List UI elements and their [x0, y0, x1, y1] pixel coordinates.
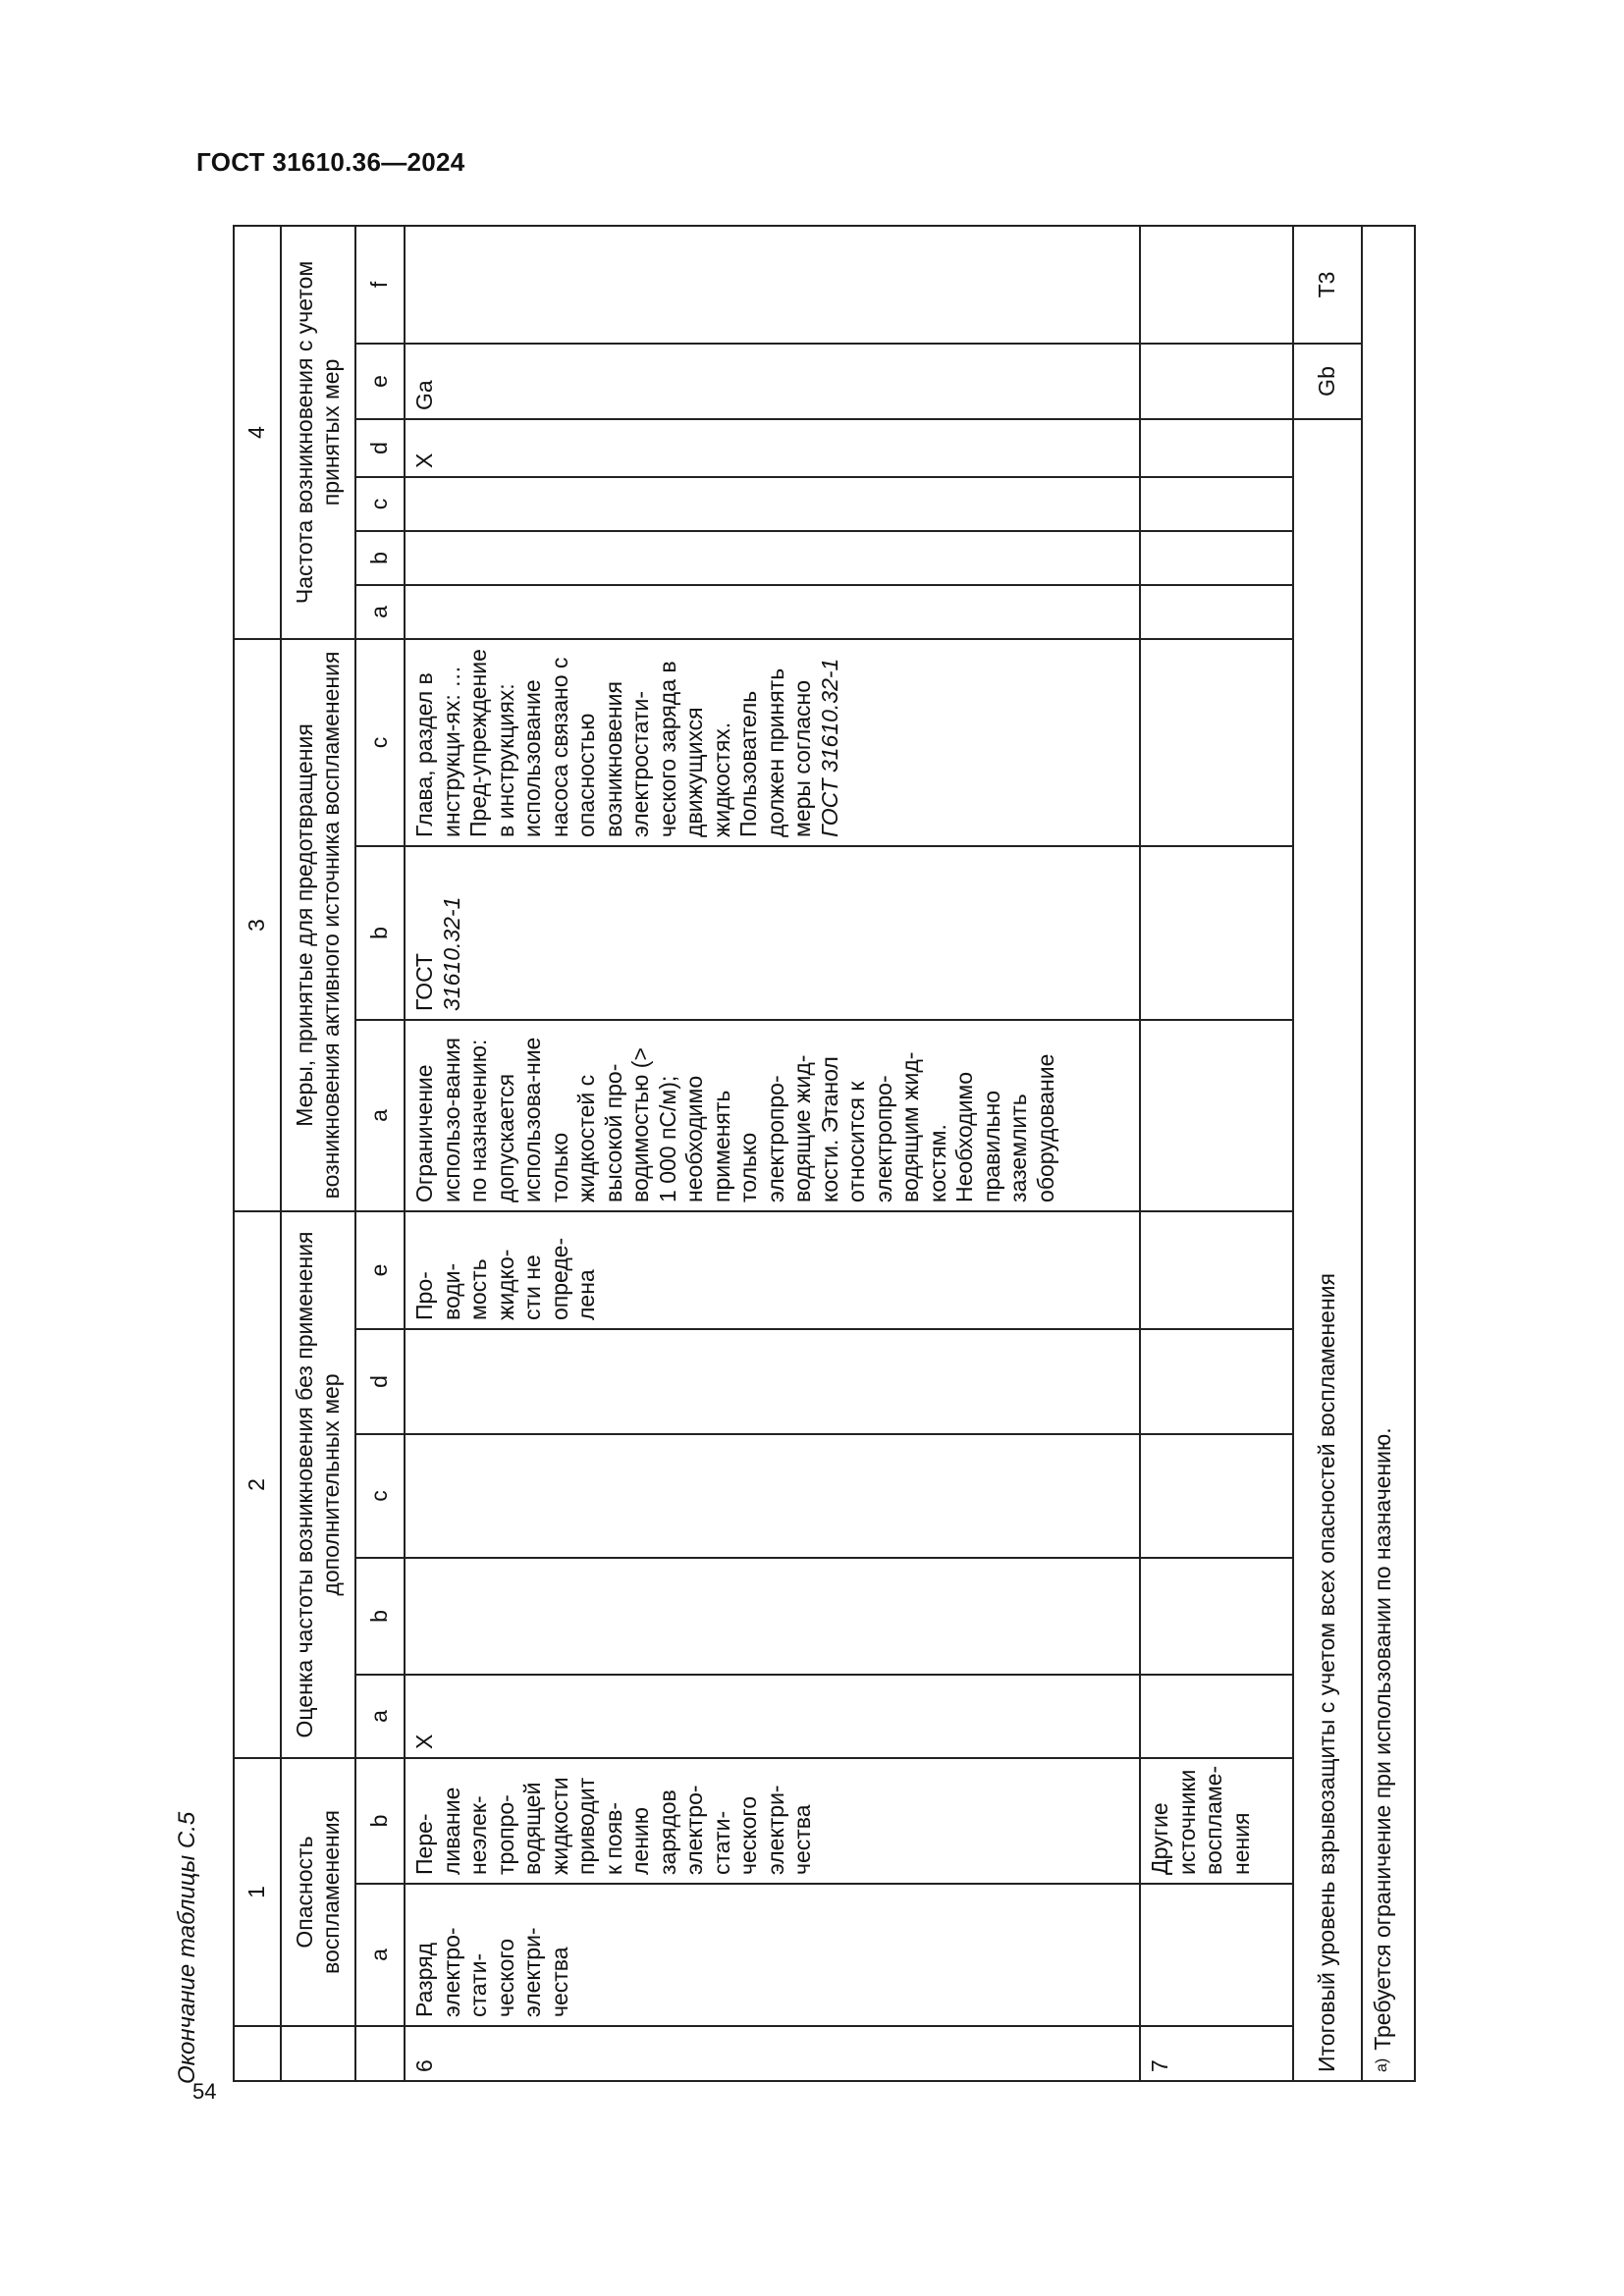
column-number-3: 3 — [234, 639, 281, 1211]
freq-e-cell: Про-води-мость жидко-сти не опреде-лена — [405, 1211, 1140, 1329]
group-title-hazard: Опасность воспламенения — [281, 1758, 355, 2026]
footnote-text: Требуется ограничение при использовании по назначению. — [1370, 1427, 1395, 2051]
hazard-b-cell: Другие источники воспламе-нения — [1140, 1758, 1293, 1884]
total-value-e: Gb — [1293, 344, 1362, 419]
total-value-f: Т3 — [1293, 226, 1362, 344]
row-number: 6 — [405, 2026, 1140, 2081]
measure-b-cell — [405, 846, 1140, 1020]
freq-b-cell — [1140, 1558, 1293, 1675]
with-f-cell — [405, 226, 1140, 344]
with-e-cell: Ga — [405, 344, 1140, 419]
freq-a-cell: X — [405, 1675, 1140, 1758]
hazard-a-cell: Разряд электро-стати-ческого электри-чества — [405, 1884, 1140, 2026]
with-a-cell — [1140, 585, 1293, 639]
with-b-cell — [405, 531, 1140, 585]
with-d-cell: X — [405, 419, 1140, 477]
hazard-a-cell — [1140, 1884, 1293, 2026]
with-e-cell — [1140, 344, 1293, 419]
with-b-cell — [1140, 531, 1293, 585]
with-c-cell — [405, 477, 1140, 531]
with-c-cell — [1140, 477, 1293, 531]
sub-header-row — [355, 226, 405, 2081]
page-number: 54 — [192, 2079, 217, 2104]
measure-c-text: Глава, раздел в инструкци-ях: … Пред-упреждение в инструкциях: использование насоса связано с опасностью возникновения электростати-ческого заряда в движущихся жидкостях. Пользователь должен принять меры согласно — [411, 649, 815, 837]
sub-header-with-f: f — [355, 226, 405, 344]
sub-header-hazard-b: b — [355, 1758, 405, 1884]
footnote-marker: а) — [1374, 2057, 1390, 2072]
sub-header-hazard-a: a — [355, 1884, 405, 2026]
freq-c-cell — [1140, 1434, 1293, 1558]
freq-d-cell — [405, 1329, 1140, 1434]
header-empty-cell — [234, 2026, 281, 2081]
table-row — [1140, 226, 1293, 2081]
sub-header-freq-e: e — [355, 1211, 405, 1329]
hazard-b-cell: Пере-ливание неэлек-тропро-водящей жидкости приводит к появ-лению зарядов электро-стати-ческого электри-чества — [405, 1758, 1140, 1884]
table-title: Окончание таблицы С.5 — [174, 1811, 200, 2084]
with-a-cell — [405, 585, 1140, 639]
group-title-measures: Меры, принятые для предотвращения возникновения активного источника воспламенения — [281, 639, 355, 1211]
with-d-cell — [1140, 419, 1293, 477]
freq-d-cell — [1140, 1329, 1293, 1434]
group-title-frequency-with: Частота возникновения с учетом принятых мер — [281, 226, 355, 639]
sub-header-with-b: b — [355, 531, 405, 585]
freq-c-cell — [405, 1434, 1140, 1558]
sub-header-measure-c: c — [355, 639, 405, 846]
row-number: 7 — [1140, 2026, 1293, 2081]
sub-header-with-d: d — [355, 419, 405, 477]
header-empty-cell — [281, 2026, 355, 2081]
footnote-row — [1362, 226, 1415, 2081]
measure-b-cell — [1140, 846, 1293, 1020]
measure-c-cell — [1140, 639, 1293, 846]
sub-header-with-a: a — [355, 585, 405, 639]
column-number-4: 4 — [234, 226, 281, 639]
measure-b-reference: 31610.32-1 — [438, 896, 464, 1011]
freq-e-cell — [1140, 1211, 1293, 1329]
measure-b-prefix: ГОСТ — [411, 953, 437, 1011]
column-number-2: 2 — [234, 1211, 281, 1758]
total-row — [1293, 226, 1362, 2081]
sub-header-measure-a: a — [355, 1020, 405, 1211]
freq-a-cell — [1140, 1675, 1293, 1758]
measure-a-cell: Ограничение использо-вания по назначению: допускается использова-ние только жидкостей с высокой про-водимостью (> 1 000 пС/м); необходимо применять только электропро-водящие жид-кости. Этанол относится к электропро-водящим жид-костям. Необходимо правильно заземлить оборудование — [405, 1020, 1140, 1211]
sub-header-with-c: c — [355, 477, 405, 531]
column-number-1: 1 — [234, 1758, 281, 2026]
freq-b-cell — [405, 1558, 1140, 1675]
total-label: Итоговый уровень взрывозащиты с учетом всех опасностей воспламенения — [1293, 419, 1362, 2081]
table-row — [405, 226, 1140, 2081]
group-title-row — [281, 226, 355, 2081]
measure-a-cell — [1140, 1020, 1293, 1211]
sub-header-with-e: e — [355, 344, 405, 419]
group-title-frequency-without: Оценка частоты возникновения без применения дополнительных мер — [281, 1211, 355, 1758]
hazard-table — [233, 225, 1416, 2082]
header-empty-cell — [355, 2026, 405, 2081]
document-header: ГОСТ 31610.36—2024 — [196, 147, 465, 177]
sub-header-freq-b: b — [355, 1558, 405, 1675]
measure-c-reference: ГОСТ 31610.32-1 — [816, 658, 842, 837]
sub-header-measure-b: b — [355, 846, 405, 1020]
sub-header-freq-a: a — [355, 1675, 405, 1758]
footnote-cell — [1362, 226, 1415, 2081]
column-number-row — [234, 226, 281, 2081]
with-f-cell — [1140, 226, 1293, 344]
sub-header-freq-d: d — [355, 1329, 405, 1434]
sub-header-freq-c: c — [355, 1434, 405, 1558]
measure-c-cell — [405, 639, 1140, 846]
